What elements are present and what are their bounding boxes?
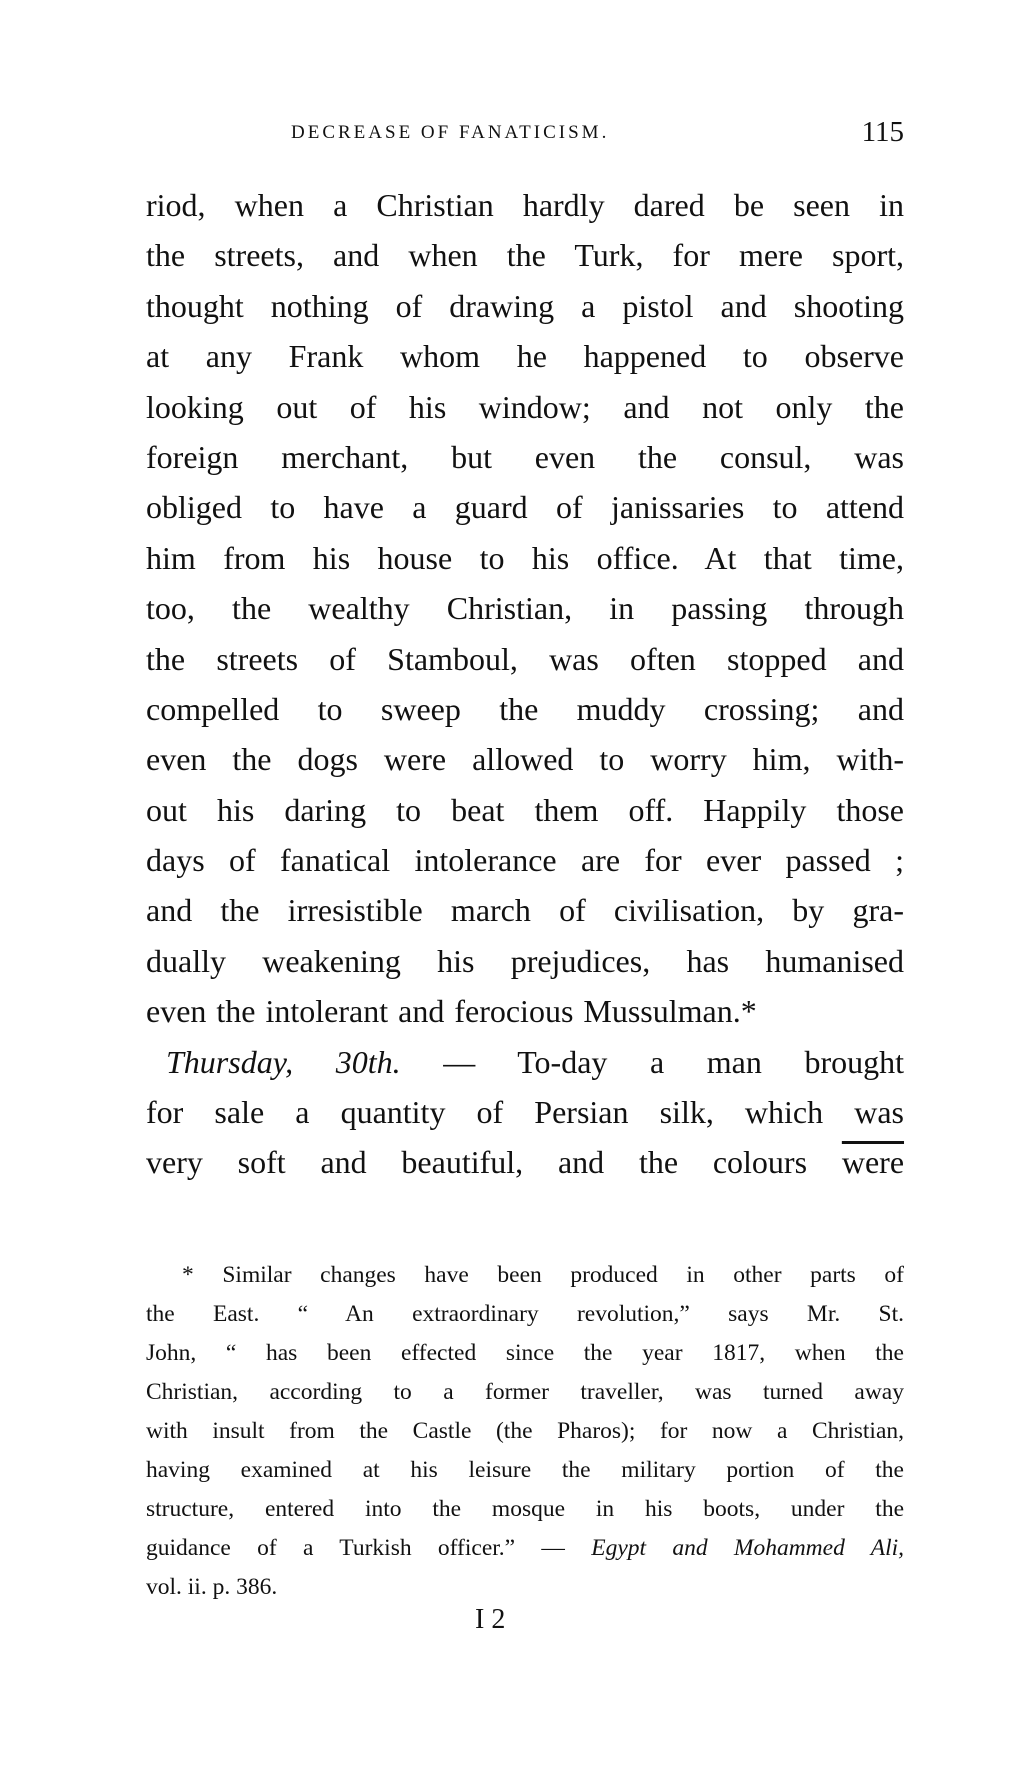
text-line: even the intolerant and ferocious Mussulman.* [146, 993, 757, 1030]
text-line: thought nothing of drawing a pistol and shooting [146, 287, 904, 324]
catchword: were [841, 1144, 905, 1181]
footnote-line: the East. “ An extraordinary revolution,” says Mr. St. [146, 1301, 904, 1327]
main-text [146, 180, 904, 1188]
entry-date: Thursday, 30th. [166, 1043, 401, 1080]
text-line: compelled to sweep the muddy crossing; and [146, 690, 904, 727]
entry-line-1 [146, 1037, 904, 1087]
text-line: too, the wealthy Christian, in passing through [146, 590, 904, 627]
text-line: and the irresistible march of civilisation, by gra- [146, 892, 904, 929]
text-line: him from his house to his office. At that time, [146, 539, 904, 576]
footnote-line: vol. ii. p. 386. [146, 1574, 278, 1600]
running-header [146, 116, 904, 156]
text-line: looking out of his window; and not only the [146, 388, 904, 425]
footnote-lines [146, 1256, 904, 1529]
page-number: 115 [861, 116, 904, 148]
text-line: foreign merchant, but even the consul, was [146, 438, 904, 475]
body-paragraph [146, 180, 904, 1037]
entry-line-3 [146, 1137, 904, 1187]
text-line: even the dogs were allowed to worry him, with- [146, 741, 904, 778]
footnote-text: guidance of a Turkish officer.” — [146, 1535, 565, 1561]
entry-line-2: for sale a quantity of Persian silk, which was [146, 1094, 904, 1131]
text-line: days of fanatical intolerance are for ever passed ; [146, 842, 904, 879]
footnote [146, 1256, 904, 1607]
footnote-line: with insult from the Castle (the Pharos); for now a Christian, [146, 1418, 904, 1444]
text-line: riod, when a Christian hardly dared be seen in [146, 187, 904, 223]
footnote-line: John, “ has been effected since the year 1817, when the [146, 1340, 904, 1366]
entry-text: — To-day a man brought [443, 1043, 905, 1080]
text-line: obliged to have a guard of janissaries to attend [146, 489, 904, 526]
citation-title: Egypt and Mohammed Ali, [591, 1535, 905, 1561]
entry-text: very soft and beautiful, and the colours [146, 1144, 808, 1181]
footnote-line: Christian, according to a former traveller, was turned away [146, 1379, 904, 1405]
text-line: out his daring to beat them off. Happily those [146, 791, 904, 828]
text-line: dually weakening his prejudices, has humanised [146, 942, 904, 979]
footnote-line: * Similar changes have been produced in other parts of [182, 1262, 904, 1288]
running-title: DECREASE OF FANATICISM. [291, 122, 610, 143]
text-line: the streets, and when the Turk, for mere sport, [146, 237, 904, 274]
footnote-line: structure, entered into the mosque in his boots, under the [146, 1496, 904, 1522]
footnote-line [146, 1529, 904, 1568]
signature-mark: I 2 [475, 1604, 506, 1635]
text-line: at any Frank whom he happened to observe [146, 338, 904, 375]
text-line: the streets of Stamboul, was often stopped and [146, 640, 904, 677]
footnote-line: having examined at his leisure the military portion of the [146, 1457, 904, 1483]
